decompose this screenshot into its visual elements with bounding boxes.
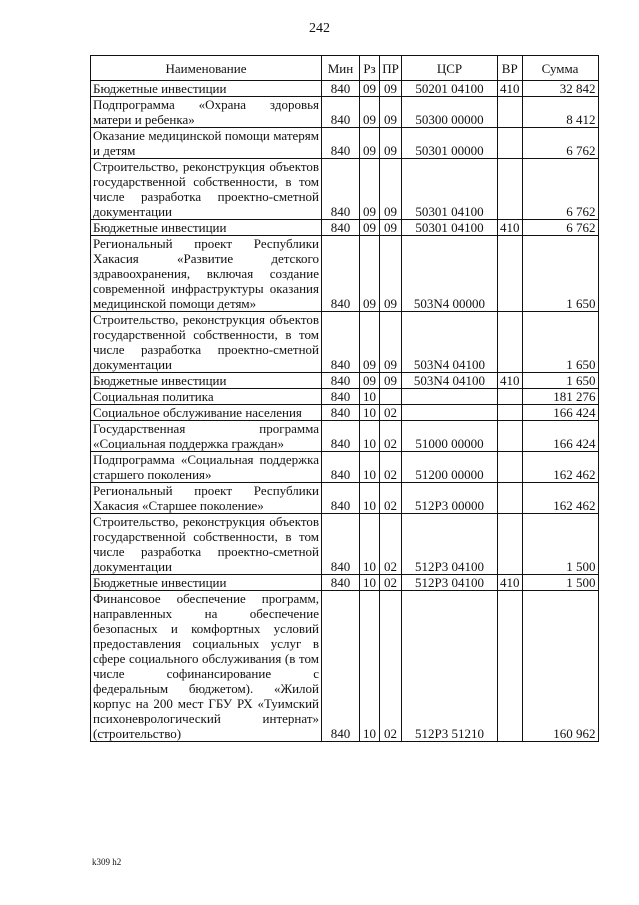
- cell-min: 840: [322, 159, 360, 220]
- cell-sum: 181 276: [522, 389, 598, 405]
- table-row: [91, 236, 599, 312]
- header-sum: Сумма: [522, 56, 598, 81]
- cell-rz: 09: [360, 159, 380, 220]
- cell-sum: 6 762: [522, 128, 598, 159]
- cell-sum: 32 842: [522, 81, 598, 97]
- cell-pr: 09: [380, 312, 402, 373]
- cell-pr: 09: [380, 236, 402, 312]
- cell-sum: 6 762: [522, 220, 598, 236]
- cell-sum: 1 500: [522, 575, 598, 591]
- cell-csr: 50301 00000: [402, 128, 498, 159]
- cell-rz: 10: [360, 389, 380, 405]
- cell-rz: 09: [360, 220, 380, 236]
- cell-sum: 160 962: [522, 591, 598, 742]
- header-vr: ВР: [498, 56, 523, 81]
- cell-pr: 09: [380, 97, 402, 128]
- cell-min: 840: [322, 483, 360, 514]
- cell-name: Региональный проект Республики Хакасия «Старшее поколение»: [91, 483, 322, 514]
- cell-min: 840: [322, 575, 360, 591]
- cell-vr: [498, 389, 523, 405]
- cell-pr: 02: [380, 575, 402, 591]
- table-row: [91, 81, 599, 97]
- cell-sum: 6 762: [522, 159, 598, 220]
- cell-csr: 512P3 00000: [402, 483, 498, 514]
- cell-csr: 503N4 04100: [402, 312, 498, 373]
- cell-name: Подпрограмма «Социальная поддержка старшего поколения»: [91, 452, 322, 483]
- table-row: [91, 591, 599, 742]
- cell-sum: 1 500: [522, 514, 598, 575]
- cell-vr: [498, 97, 523, 128]
- cell-csr: 51000 00000: [402, 421, 498, 452]
- cell-vr: [498, 514, 523, 575]
- cell-csr: [402, 405, 498, 421]
- cell-min: 840: [322, 236, 360, 312]
- table-row: [91, 159, 599, 220]
- cell-pr: 02: [380, 405, 402, 421]
- cell-pr: 02: [380, 421, 402, 452]
- cell-csr: 503N4 04100: [402, 373, 498, 389]
- cell-pr: 02: [380, 591, 402, 742]
- cell-csr: 51200 00000: [402, 452, 498, 483]
- table-row: [91, 389, 599, 405]
- cell-csr: 50301 04100: [402, 220, 498, 236]
- table-row: [91, 220, 599, 236]
- cell-vr: 410: [498, 575, 523, 591]
- cell-vr: [498, 159, 523, 220]
- cell-rz: 09: [360, 236, 380, 312]
- cell-pr: 09: [380, 81, 402, 97]
- cell-pr: 02: [380, 483, 402, 514]
- cell-pr: [380, 389, 402, 405]
- table-row: [91, 97, 599, 128]
- cell-rz: 09: [360, 97, 380, 128]
- cell-vr: 410: [498, 81, 523, 97]
- cell-vr: 410: [498, 373, 523, 389]
- cell-sum: 1 650: [522, 236, 598, 312]
- cell-name: Оказание медицинской помощи матерям и детям: [91, 128, 322, 159]
- cell-rz: 09: [360, 373, 380, 389]
- cell-pr: 02: [380, 452, 402, 483]
- cell-min: 840: [322, 312, 360, 373]
- cell-name: Бюджетные инвестиции: [91, 81, 322, 97]
- cell-rz: 09: [360, 312, 380, 373]
- cell-sum: 1 650: [522, 312, 598, 373]
- cell-min: 840: [322, 452, 360, 483]
- cell-csr: 50301 04100: [402, 159, 498, 220]
- cell-min: 840: [322, 405, 360, 421]
- cell-rz: 10: [360, 483, 380, 514]
- cell-vr: 410: [498, 220, 523, 236]
- cell-sum: 1 650: [522, 373, 598, 389]
- cell-vr: [498, 236, 523, 312]
- cell-sum: 8 412: [522, 97, 598, 128]
- footer-code: k309 h2: [92, 857, 122, 867]
- header-csr: ЦСР: [402, 56, 498, 81]
- header-pr: ПР: [380, 56, 402, 81]
- cell-name: Финансовое обеспечение программ, направленных на обеспечение безопасных и комфортных условий предоставления социальных услуг в сфере социального обслуживания (в том числе софинансирование с федеральным бюджетом). «Жилой корпус на 200 мест ГБУ РХ «Туимский психоневрологический интернат» (строительство): [91, 591, 322, 742]
- cell-csr: 50300 00000: [402, 97, 498, 128]
- cell-pr: 09: [380, 220, 402, 236]
- cell-sum: 162 462: [522, 452, 598, 483]
- cell-vr: [498, 405, 523, 421]
- cell-name: Строительство, реконструкция объектов государственной собственности, в том числе разработка проектно-сметной документации: [91, 514, 322, 575]
- cell-vr: [498, 591, 523, 742]
- cell-pr: 09: [380, 373, 402, 389]
- cell-csr: 512P3 51210: [402, 591, 498, 742]
- table-body: [91, 81, 599, 742]
- table-row: [91, 514, 599, 575]
- cell-vr: [498, 483, 523, 514]
- header-rz: Рз: [360, 56, 380, 81]
- cell-rz: 10: [360, 575, 380, 591]
- cell-csr: 503N4 00000: [402, 236, 498, 312]
- cell-csr: 512P3 04100: [402, 575, 498, 591]
- cell-vr: [498, 128, 523, 159]
- cell-min: 840: [322, 81, 360, 97]
- cell-rz: 10: [360, 514, 380, 575]
- cell-sum: 162 462: [522, 483, 598, 514]
- table-row: [91, 312, 599, 373]
- cell-name: Бюджетные инвестиции: [91, 220, 322, 236]
- cell-min: 840: [322, 373, 360, 389]
- cell-min: 840: [322, 389, 360, 405]
- table-header-row: [91, 56, 599, 81]
- cell-pr: 02: [380, 514, 402, 575]
- cell-rz: 10: [360, 405, 380, 421]
- header-min: Мин: [322, 56, 360, 81]
- cell-rz: 10: [360, 452, 380, 483]
- cell-pr: 09: [380, 128, 402, 159]
- cell-min: 840: [322, 97, 360, 128]
- cell-vr: [498, 452, 523, 483]
- cell-name: Бюджетные инвестиции: [91, 373, 322, 389]
- cell-rz: 09: [360, 128, 380, 159]
- cell-name: Строительство, реконструкция объектов государственной собственности, в том числе разработка проектно-сметной документации: [91, 312, 322, 373]
- table-row: [91, 405, 599, 421]
- cell-name: Подпрограмма «Охрана здоровья матери и ребенка»: [91, 97, 322, 128]
- cell-rz: 10: [360, 421, 380, 452]
- cell-sum: 166 424: [522, 421, 598, 452]
- cell-vr: [498, 312, 523, 373]
- cell-sum: 166 424: [522, 405, 598, 421]
- header-name: Наименование: [91, 56, 322, 81]
- table-row: [91, 483, 599, 514]
- cell-csr: [402, 389, 498, 405]
- cell-name: Строительство, реконструкция объектов государственной собственности, в том числе разработка проектно-сметной документации: [91, 159, 322, 220]
- cell-rz: 09: [360, 81, 380, 97]
- cell-min: 840: [322, 220, 360, 236]
- table-row: [91, 128, 599, 159]
- table-row: [91, 575, 599, 591]
- table-row: [91, 421, 599, 452]
- cell-rz: 10: [360, 591, 380, 742]
- cell-csr: 512P3 04100: [402, 514, 498, 575]
- cell-name: Социальная политика: [91, 389, 322, 405]
- cell-min: 840: [322, 591, 360, 742]
- cell-pr: 09: [380, 159, 402, 220]
- cell-name: Социальное обслуживание населения: [91, 405, 322, 421]
- page-number: 242: [309, 21, 330, 36]
- budget-table: [90, 55, 599, 742]
- cell-name: Бюджетные инвестиции: [91, 575, 322, 591]
- table-row: [91, 373, 599, 389]
- cell-min: 840: [322, 514, 360, 575]
- cell-name: Государственная программа «Социальная поддержка граждан»: [91, 421, 322, 452]
- cell-min: 840: [322, 421, 360, 452]
- cell-min: 840: [322, 128, 360, 159]
- cell-name: Региональный проект Республики Хакасия «Развитие детского здравоохранения, включая создание современной инфраструктуры оказания медицинской помощи детям»: [91, 236, 322, 312]
- table-row: [91, 452, 599, 483]
- cell-vr: [498, 421, 523, 452]
- cell-csr: 50201 04100: [402, 81, 498, 97]
